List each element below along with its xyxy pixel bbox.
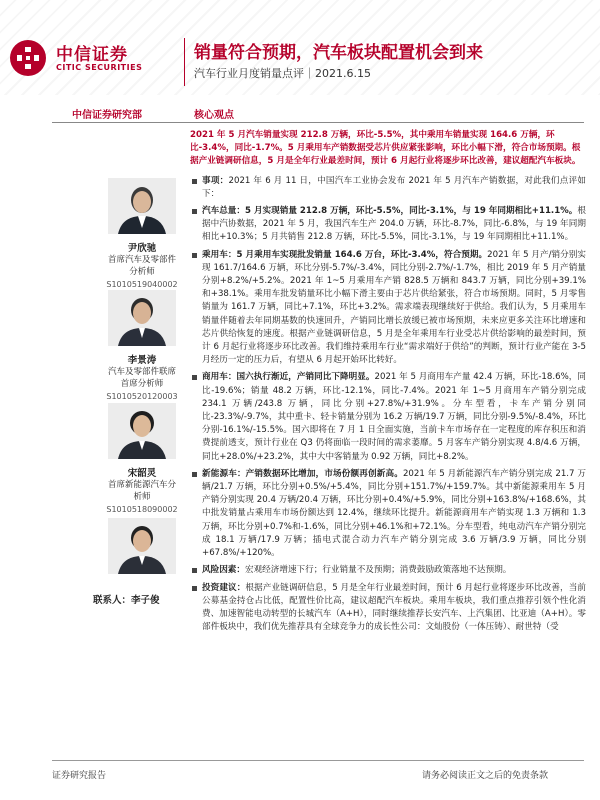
analyst-role-line: 首席分析师 [120, 379, 164, 389]
analyst-role-line: 汽车及零部件联席 [107, 367, 176, 377]
section-rule [52, 122, 584, 123]
paragraph-text: 2021 年 5 月产/销分别实现 161.7/164.6 万辆，环比分别-5.7%/-3.4%，同比分别-2.7%/-1.7%，相比 2019 年 5 月产销量分别+8.2%/+5.2%。2021 年 1~5 月乘用车产销 828.5 万辆和 843.7 万辆，同比分别+39.1%和+38.1%。乘用车批发销量环比小幅下滑主要由于芯片供给紧张，符合市场预期。同时，5 月零售销量为 161.7 万辆，同比+7.1%，环比+3.2%。需求端表现继续好于供给。我们认为，5 月乘用车销量伴随着去年同期基数的快速回升，产销同比增长放缓已被市场预期，未来应更多关注环比增速和芯片供给恢复的速度。根据产业链调研信息，5 月是全年乘用车行业受芯片供给影响的最差时间，预计 6 月起行业将逐步环比改善。我们维持乘用车行业“需求端好于供给”的判断，预计行业产能在 3-5 月经历一定的压力后，有望从 6 月起开始环比转好。 [202, 249, 586, 366]
report-title: 销量符合预期，汽车板块配置机会到来 [194, 43, 483, 63]
square-bullet-icon [192, 375, 197, 380]
analyst-role-line: 首席汽车及零部件 [107, 255, 176, 265]
brand-name-en: CITIC SECURITIES [56, 63, 143, 72]
paragraph-text: 宏观经济增速下行；行业销量不及预期；消费鼓励政策落地不达预期。 [244, 565, 512, 576]
contact-card [82, 518, 202, 574]
person-silhouette-icon [108, 178, 176, 234]
citic-emblem-icon [8, 38, 48, 78]
brand-logo [8, 38, 178, 78]
list-item [190, 468, 586, 560]
analyst-photo [108, 403, 176, 459]
person-silhouette-icon [108, 403, 176, 459]
list-item [190, 582, 586, 635]
list-item [190, 205, 586, 245]
paragraph-lead: 事项： [202, 175, 229, 186]
list-item [190, 564, 586, 577]
analyst-card [82, 403, 202, 514]
square-bullet-icon [192, 472, 197, 477]
list-item [190, 249, 586, 368]
analyst-license-code: S1010520120003 [106, 392, 178, 401]
contact-person: 联系人：李子俊 [93, 595, 160, 606]
analyst-role-line: 分析师 [129, 267, 155, 277]
core-views-body [190, 129, 586, 638]
paragraph-lead: 风险因素： [202, 565, 245, 576]
subtitle-separator: ｜ [304, 67, 315, 80]
analyst-role-line: 首席新能源汽车分 [107, 480, 176, 490]
paragraph-lead: 汽车总量：5 月实现销量 212.8 万辆，环比-5.5%，同比-3.1%，与 19 年同期相比+11.1%。 [202, 206, 578, 217]
square-bullet-icon [192, 179, 197, 184]
person-silhouette-icon [108, 518, 176, 574]
square-bullet-icon [192, 253, 197, 258]
header-divider [184, 38, 185, 86]
summary-highlight: 2021 年 5 月汽车销量实现 212.8 万辆，环比-5.5%，其中乘用车销量实现 164.6 万辆，环比-3.4%，同比-1.7%。5 月乘用车产销数据受芯片供应紧张影响，环比小幅下滑，符合市场预期。根据产业链调研信息，5 月是全年行业最差时间，预计 6 月起行业将逐步环比改善，建议超配汽车板块。 [190, 130, 581, 167]
footer-rule [52, 760, 584, 761]
report-category: 汽车行业月度销量点评 [194, 67, 304, 80]
analyst-name: 尹欣驰 [127, 243, 157, 254]
analyst-license-code: S1010519040002 [106, 280, 178, 289]
report-date: 2021.6.15 [315, 67, 371, 80]
analyst-photo [108, 178, 176, 234]
report-subtitle [194, 65, 371, 81]
analyst-card [82, 178, 202, 289]
report-header [0, 0, 600, 95]
paragraph-text: 2021 年 5 月商用车产量 42.4 万辆，环比-18.6%，同比-19.6%；销量 48.2 万辆，环比-12.1%，同比-7.4%。2021 年 1~5 月商用车产销分别完成 234.1 万辆/243.8 万辆，同比分别+27.8%/+31.9%。分车型看，卡车产销分别同比-23.3%/-9.7%，其中重卡、轻卡销量分别为 16.2 万辆/19.7 万辆，同比分别-9.5%/-8.4%，环比分别-16.1%/-15.5%。国六即将在 7 月 1 日全面实施，当前卡车市场存在一定程度的库存积压和消费提前透支，预计行业在 Q3 仍将面临一段时间的需求萎靡。5 月客车产销分别实现 4.8/4.6 万辆，同比+28.0%/+23.2%，其中大中客销量为 0.92 万辆，同比+8.2%。 [202, 372, 586, 462]
paragraph-text: 2021 年 6 月 11 日，中国汽车工业协会发布 2021 年 5 月汽车产销数据，对此我们点评如下： [202, 175, 586, 199]
list-item [190, 175, 586, 201]
core-views-heading: 核心观点 [194, 110, 234, 121]
square-bullet-icon [192, 568, 197, 573]
analyst-role-line: 析师 [133, 492, 151, 502]
paragraph-lead: 投资建议： [202, 582, 246, 593]
footer-report-type: 证券研究报告 [52, 771, 107, 781]
paragraph-lead: 乘用车：5 月乘用车实现批发销量 164.6 万台，环比-3.4%，符合预期。 [202, 249, 488, 260]
analyst-license-code: S1010518090002 [106, 505, 178, 514]
paragraph-text: 根据中汽协数据，2021 年 5 月，我国汽车生产 204.0 万辆，环比-8.7%，同比-6.8%，与 19 年同期相比+10.3%；5 月共销售 212.8 万辆，环比-5.5%，同比-3.1%，与 19 年同期相比+11.1%。 [202, 206, 586, 243]
paragraph-text: 2021 年 5 月新能源汽车产销分别完成 21.7 万辆/21.7 万辆，环比分别+0.5%/+5.4%，同比分别+151.7%/+159.7%。其中新能源乘用车 5 月产销分别实现 20.4 万辆/20.4 万辆，环比分别+0.4%/+5.9%，同比分别+163.8%/+168.6%，其中批发销量占乘用车市场份额达到 12.4%，继续环比提升。新能源商用车产销实现 1.3 万辆和 1.3 万辆，环比分别+0.7%和-1.6%，同比分别+46.1%和+72.1%。分车型看，纯电动汽车产销分别完成 18.1 万辆/17.9 万辆；插电式混合动力汽车产销分别完成 3.6 万辆/3.9 万辆，同比分别+67.8%/+120%。 [202, 468, 586, 559]
square-bullet-icon [192, 209, 197, 214]
paragraph-lead: 新能源车：产销数据环比增加，市场份额再创新高。 [202, 468, 403, 479]
brand-name-cn: 中信证券 [56, 45, 128, 65]
square-bullet-icon [192, 586, 197, 591]
list-item [190, 371, 586, 463]
footer-disclaimer: 请务必阅读正文之后的免责条款 [421, 771, 548, 781]
paragraph-lead: 商用车：国六执行渐近，产销同比下降明显。 [202, 372, 375, 383]
analyst-name: 宋韶灵 [127, 468, 157, 479]
analyst-photo [108, 290, 176, 346]
person-silhouette-icon [108, 290, 176, 346]
analyst-card [82, 290, 202, 401]
analyst-name: 李景涛 [127, 355, 157, 366]
research-dept-heading: 中信证券研究部 [72, 110, 142, 121]
paragraph-text: 根据产业链调研信息，5 月是全年行业最差时间，预计 6 月起行业将逐步环比改善，当前公募基金持仓占比低，配置性价比高，建议超配汽车板块。乘用车板块，我们重点推荐引领个性化消费、加速智能电动转型的长城汽车（A+H），同时继续推荐长安汽车、上汽集团、比亚迪（A+H）。零部件板块中，我们优先推荐具有全球竞争力的成长性公司：文灿股份（一体压铸）、耐世特（受 [202, 582, 586, 633]
contact-photo [108, 518, 176, 574]
